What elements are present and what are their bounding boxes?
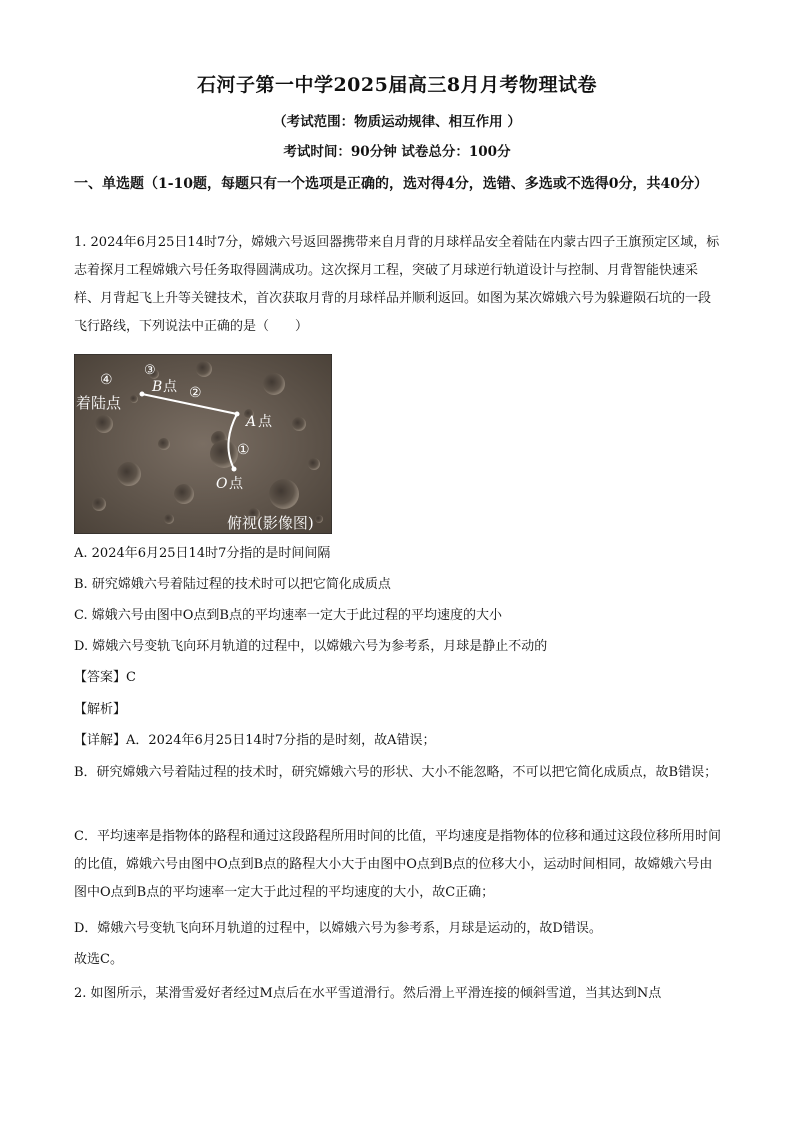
question-1-stem: 1. 2024年6月25日14时7分，嫦娥六号返回器携带来自月背的月球样品安全着陆在内蒙古四子王旗预定区域，标志着探月工程嫦娥六号任务取得圆满成功。这次探月工程，突破了月球逆行轨道设计与控制、月背智能快速采样、月背起飞上升等关键技术，首次获取月背的月球样品并顺利返回。如图为某次嫦娥六号为躲避陨石坑的一段飞行路线，下列说法中正确的是（ ） — [74, 235, 720, 334]
point-b-marker — [140, 392, 145, 397]
answer-line: 【答案】C — [74, 670, 136, 685]
option-b: B. 研究嫦娥六号着陆过程的技术时可以把它简化成质点 — [74, 577, 391, 592]
label-circle-4: ④ — [100, 372, 113, 388]
detail-d: D．嫦娥六号变轨飞向环月轨道的过程中，以嫦娥六号为参考系，月球是运动的，故D错误。 — [74, 921, 602, 936]
option-c: C. 嫦娥六号由图中O点到B点的平均速率一定大于此过程的平均速度的大小 — [74, 608, 502, 623]
detail-a: 【详解】A．2024年6月25日14时7分指的是时刻，故A错误； — [74, 733, 436, 748]
detail-conclusion: 故选C。 — [74, 952, 123, 967]
point-a-marker — [235, 412, 240, 417]
label-o-suffix: 点 — [229, 476, 243, 492]
label-o: O — [216, 476, 228, 492]
option-d: D. 嫦娥六号变轨飞向环月轨道的过程中，以嫦娥六号为参考系，月球是静止不动的 — [74, 639, 548, 654]
option-a: A. 2024年6月25日14时7分指的是时间间隔 — [74, 546, 331, 561]
label-a: A — [246, 414, 257, 430]
page-title: 石河子第一中学2025届高三8月月考物理试卷 — [196, 74, 598, 96]
label-b-suffix: 点 — [163, 379, 177, 395]
label-a-suffix: 点 — [258, 414, 272, 430]
detail-b: B．研究嫦娥六号着陆过程的技术时，研究嫦娥六号的形状、大小不能忽略，不可以把它简化成质点，故B错误； — [74, 765, 718, 780]
label-circle-2: ② — [189, 385, 202, 401]
lunar-surface-figure — [74, 354, 332, 534]
analysis-label: 【解析】 — [74, 702, 127, 717]
question-2-stem: 2. 如图所示，某滑雪爱好者经过M点后在水平雪道滑行。然后滑上平滑连接的倾斜雪道，当其达到N点 — [74, 986, 662, 1001]
label-b: B — [152, 379, 163, 395]
label-circle-1: ① — [237, 442, 250, 458]
exam-scope: （考试范围：物质运动规律、相互作用 ） — [273, 114, 521, 130]
figure-caption: 俯视(影像图) — [227, 514, 314, 532]
detail-c: C．平均速率是指物体的路程和通过这段路程所用时间的比值，平均速度是指物体的位移和通过这段位移所用时间的比值，嫦娥六号由图中O点到B点的路程大小大于由图中O点到B点的位移大小，运动时间相同，故嫦娥六号由图中O点到B点的平均速率一定大于此过程的平均速度的大小，故C正确； — [74, 829, 721, 900]
point-o-marker — [232, 467, 237, 472]
label-circle-3: ③ — [144, 363, 156, 378]
exam-info: 考试时间：90分钟 试卷总分：100分 — [283, 144, 511, 160]
section-heading: 一、单选题（1-10题，每题只有一个选项是正确的，选对得4分，选错、多选或不选得0分，共40分） — [74, 176, 708, 192]
label-landing-point: 着陆点 — [76, 394, 122, 412]
